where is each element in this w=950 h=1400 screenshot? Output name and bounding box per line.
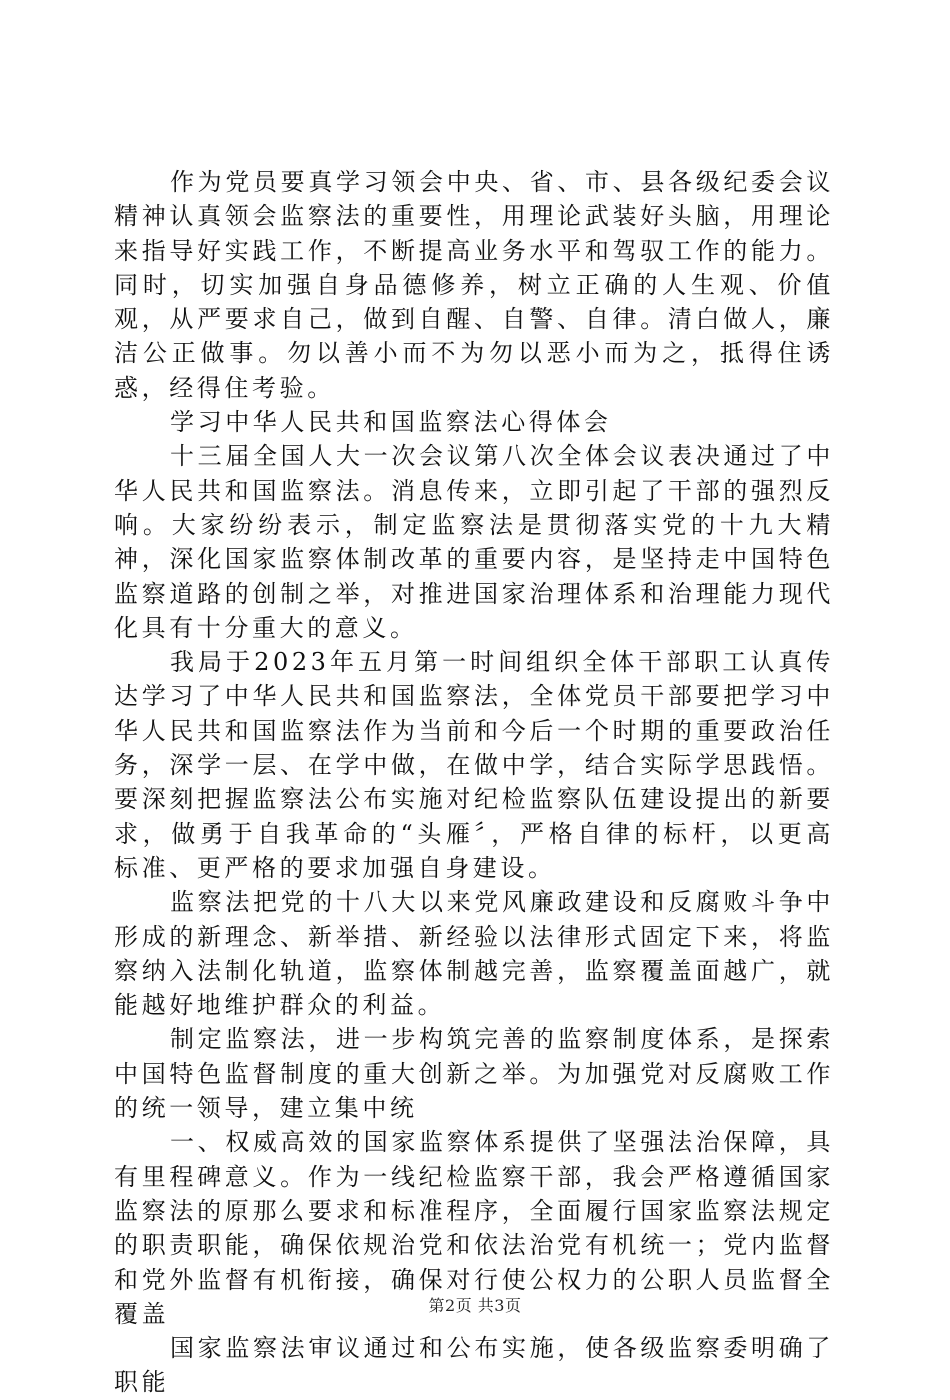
section-heading: 学习中华人民共和国监察法心得体会 [170, 408, 612, 437]
paragraph-4: 监察法把党的十八大以来党风廉政建设和反腐败斗争中形成的新理念、新举措、新经验以法律形式固定下来，将监察纳入法制化轨道，监察体制越完善，监察覆盖面越广，就能越好地维护群众的利益。 [114, 888, 834, 1020]
paragraph-2: 十三届全国人大一次会议第八次全体会议表决通过了中华人民共和国监察法。消息传来，立即引起了干部的强烈反响。大家纷纷表示，制定监察法是贯彻落实党的十九大精神，深化国家监察体制改革的重要内容，是坚持走中国特色监察道路的创制之举，对推进国家治理体系和治理能力现代化具有十分重大的意义。 [114, 442, 834, 642]
page-number: 第2页 [428, 1296, 473, 1315]
document-body [114, 165, 834, 1400]
page-footer [0, 1296, 950, 1316]
page-total: 共3页 [477, 1296, 522, 1315]
paragraph-6: 一、权威高效的国家监察体系提供了坚强法治保障，具有里程碑意义。作为一线纪检监察干部，我会严格遵循国家监察法的原那么要求和标准程序，全面履行国家监察法规定的职责职能，确保依规治党和依法治党有机统一；党内监督和党外监督有机衔接，确保对行使公权力的公职人员监督全覆盖 [114, 1128, 834, 1328]
paragraph-5: 制定监察法，进一步构筑完善的监察制度体系，是探索中国特色监督制度的重大创新之举。为加强党对反腐败工作的统一领导，建立集中统 [114, 1025, 834, 1123]
paragraph-3: 我局于2023年五月第一时间组织全体干部职工认真传达学习了中华人民共和国监察法，全体党员干部要把学习中华人民共和国监察法作为当前和今后一个时期的重要政治任务，深学一层、在学中做，在做中学，结合实际学思践悟。要深刻把握监察法公布实施对纪检监察队伍建设提出的新要求，做勇于自我革命的“头雁〞，严格自律的标杆，以更高标准、更严格的要求加强自身建设。 [114, 648, 834, 882]
paragraph-1: 作为党员要真学习领会中央、省、市、县各级纪委会议精神认真领会监察法的重要性，用理论武装好头脑，用理论来指导好实践工作，不断提高业务水平和驾驭工作的能力。同时，切实加强自身品德修养，树立正确的人生观、价值观，从严要求自己，做到自醒、自警、自律。清白做人，廉洁公正做事。勿以善小而不为勿以恶小而为之，抵得住诱惑，经得住考验。 [114, 168, 834, 402]
paragraph-7: 国家监察法审议通过和公布实施，使各级监察委明确了职能 [114, 1334, 834, 1397]
